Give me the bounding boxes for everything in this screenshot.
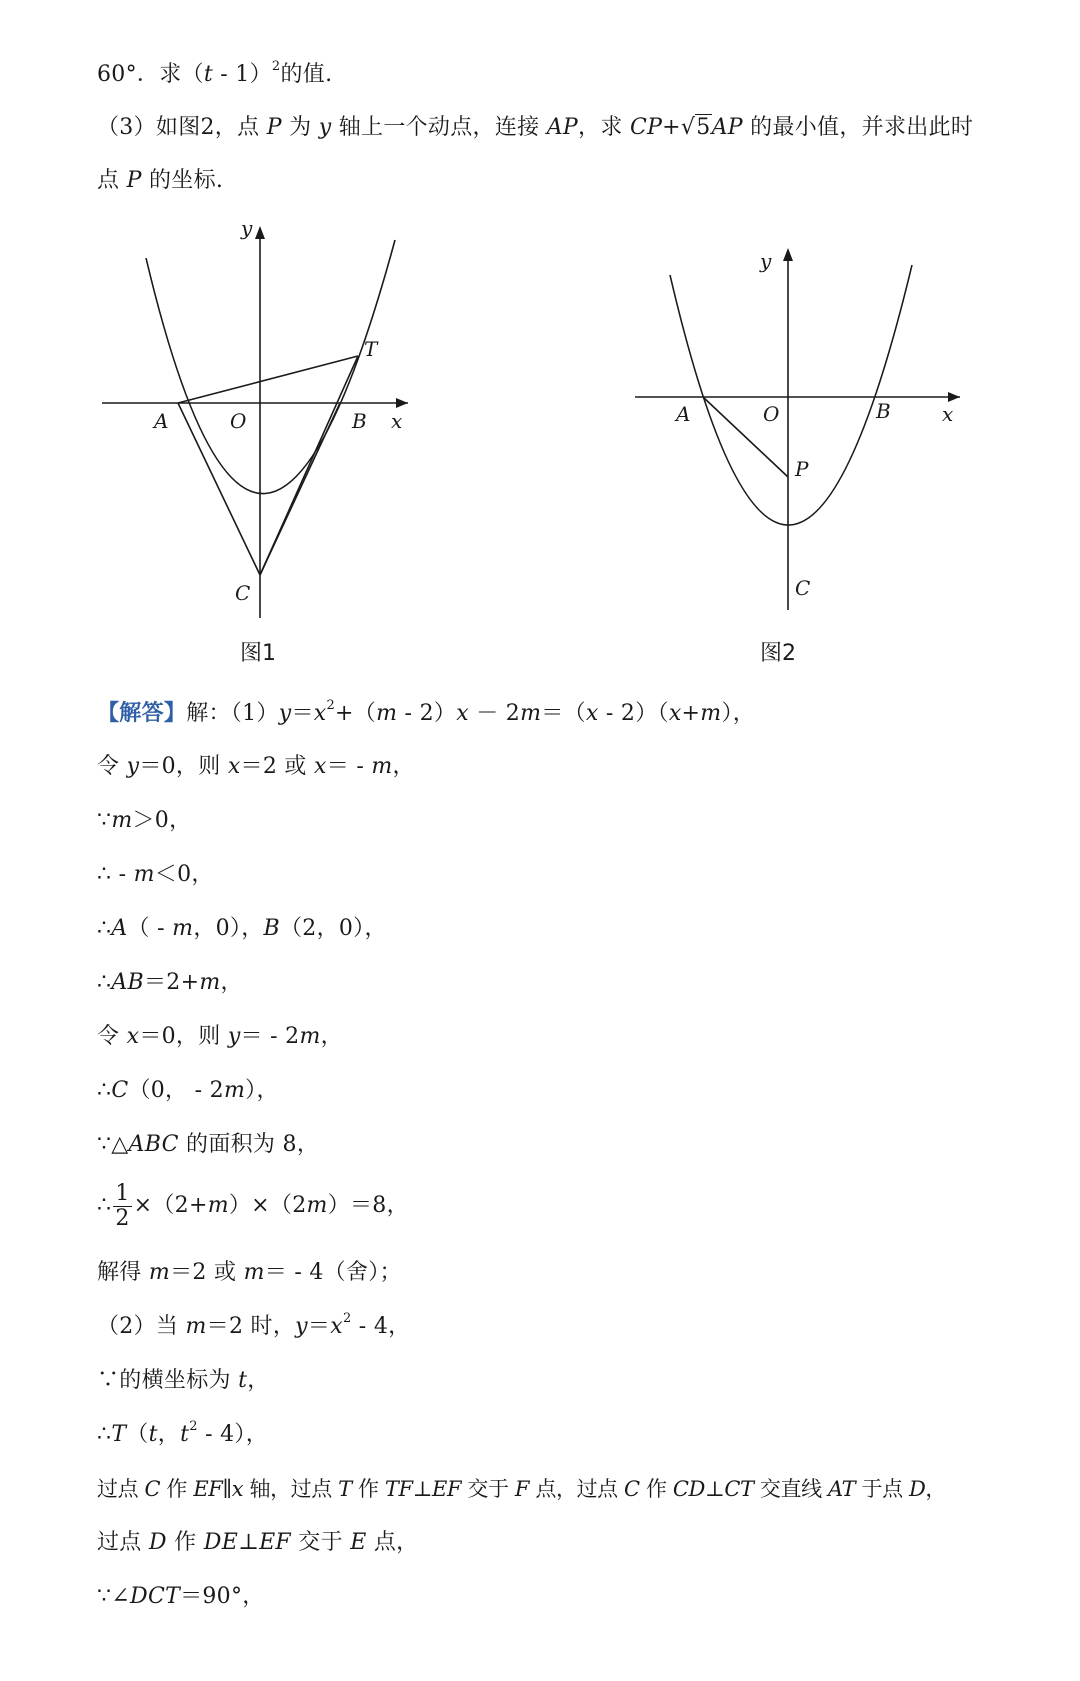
text-run: m bbox=[376, 701, 398, 726]
text-run: 2 bbox=[115, 1205, 130, 1231]
label-C: C bbox=[235, 581, 251, 605]
solution-line-14 bbox=[97, 1420, 268, 1450]
text-run: － 2 bbox=[468, 701, 521, 726]
solution-line-6 bbox=[97, 968, 243, 998]
text-run: +（ bbox=[335, 701, 377, 726]
text: 点 bbox=[97, 168, 127, 193]
text-run: 交于 bbox=[461, 1477, 515, 1501]
text-run: 作 bbox=[639, 1477, 673, 1501]
solution-line-10 bbox=[97, 1180, 409, 1232]
text-run: - 4）， bbox=[197, 1422, 269, 1447]
text: - 1） bbox=[212, 62, 272, 87]
text-run: C bbox=[144, 1477, 161, 1501]
solution-line-4 bbox=[97, 860, 214, 890]
text-run: （2）当 bbox=[97, 1314, 186, 1339]
text-run: m bbox=[185, 1314, 207, 1339]
label-B: B bbox=[352, 409, 367, 433]
text-run: 交直线 bbox=[753, 1477, 828, 1501]
text-run: m bbox=[223, 1078, 246, 1103]
label-C: C bbox=[795, 576, 811, 600]
fraction-half bbox=[113, 1182, 131, 1231]
label-T: T bbox=[364, 337, 378, 361]
text-run: m bbox=[306, 1193, 328, 1218]
var-CP: CP+ bbox=[629, 115, 681, 140]
text-run: ， bbox=[247, 1368, 270, 1393]
solution-line-2 bbox=[97, 752, 415, 782]
text-run: 作 bbox=[166, 1530, 204, 1555]
problem-line-1 bbox=[97, 60, 332, 90]
text-run: B bbox=[263, 916, 280, 941]
figure-1 bbox=[90, 218, 430, 638]
var-P: P bbox=[266, 115, 282, 140]
text: （3）如图2，点 bbox=[97, 115, 267, 140]
text-run: ∵ bbox=[97, 808, 112, 833]
text-run: m bbox=[133, 862, 155, 887]
text-run: 1 bbox=[115, 1180, 130, 1206]
text: 的坐标. bbox=[141, 168, 224, 193]
text-run: T bbox=[111, 1422, 127, 1447]
text-run: 2 bbox=[326, 697, 336, 713]
label-A: A bbox=[676, 402, 691, 426]
text-run: m bbox=[199, 970, 221, 995]
label-O: O bbox=[230, 409, 247, 433]
text-run: 作 bbox=[351, 1477, 385, 1501]
text: 的值. bbox=[280, 62, 333, 87]
text-run: EF bbox=[259, 1530, 291, 1555]
text-run: EF bbox=[432, 1477, 462, 1501]
label-y: y bbox=[760, 249, 772, 273]
text-run: m bbox=[207, 1193, 229, 1218]
label-y: y bbox=[241, 218, 253, 240]
text-run: ＝0，则 bbox=[139, 754, 228, 779]
text-run: ）， bbox=[721, 701, 756, 726]
text-run: x bbox=[330, 1314, 343, 1339]
label-B: B bbox=[876, 399, 891, 423]
solution-line-3 bbox=[97, 806, 191, 836]
label-A: A bbox=[154, 409, 169, 433]
text-run: （2，0）， bbox=[279, 916, 387, 941]
text-run: - 2）（ bbox=[598, 701, 669, 726]
text-run: ＝ - 4（舍）； bbox=[264, 1260, 402, 1285]
text-run: 解：（1） bbox=[186, 701, 279, 726]
text-run: x bbox=[585, 701, 599, 726]
radicand: 5 bbox=[696, 115, 711, 140]
text-run: ABC bbox=[128, 1132, 179, 1157]
label-P: P bbox=[795, 457, 809, 481]
text-run: ＝ bbox=[307, 1314, 331, 1339]
text-run: ， bbox=[157, 1422, 181, 1447]
solution-line-13 bbox=[97, 1366, 270, 1396]
text-run: 解得 bbox=[97, 1260, 149, 1285]
text-run: ∴ - bbox=[97, 862, 134, 887]
text-run: CD bbox=[672, 1477, 705, 1501]
text-run: 于点 bbox=[855, 1477, 909, 1501]
text-run: ， bbox=[220, 970, 243, 995]
text-run: t bbox=[238, 1368, 248, 1393]
text-run: ∴ bbox=[97, 916, 112, 941]
text-run: ＝ - bbox=[326, 754, 372, 779]
text-run: ， bbox=[392, 754, 415, 779]
text-run: ∴ bbox=[97, 1422, 112, 1447]
y-axis-arrow bbox=[255, 226, 265, 239]
segment-TC bbox=[260, 356, 358, 575]
text-run: m bbox=[243, 1260, 265, 1285]
problem-line-3 bbox=[97, 166, 223, 196]
text-run: （0， - 2 bbox=[128, 1078, 224, 1103]
segment-AT bbox=[178, 356, 358, 403]
text-run: t bbox=[180, 1422, 190, 1447]
var-AP: AP bbox=[546, 115, 579, 140]
text-run: x bbox=[231, 1477, 244, 1501]
text-run: AB bbox=[111, 970, 144, 995]
solution-line-15 bbox=[97, 1474, 946, 1504]
text-run: m bbox=[299, 1024, 321, 1049]
text-run: ， bbox=[320, 1024, 343, 1049]
text-run: ＝90°， bbox=[180, 1584, 265, 1609]
text: 的最小值，并求出此时 bbox=[742, 115, 974, 140]
text-run: ∴ bbox=[97, 1193, 112, 1218]
text-run: DCT bbox=[130, 1584, 181, 1609]
text-run: m bbox=[172, 916, 194, 941]
answer-tag: 【解答】 bbox=[97, 700, 187, 726]
text: 轴上一个动点，连接 bbox=[331, 115, 547, 140]
text-run: AT bbox=[827, 1477, 856, 1501]
text-run: ∵∠ bbox=[97, 1584, 131, 1609]
text-run: ∥ bbox=[222, 1477, 232, 1501]
text-run: C bbox=[624, 1477, 640, 1501]
caption-figure-2: 图2 bbox=[760, 641, 796, 666]
text-run: ⊥ bbox=[704, 1477, 725, 1501]
text-run: ）×（2 bbox=[228, 1193, 307, 1218]
text-run: ＝（ bbox=[541, 701, 586, 726]
text-run: ，0）， bbox=[193, 916, 264, 941]
y-axis-arrow bbox=[783, 248, 793, 261]
figure-2 bbox=[630, 240, 970, 630]
text: ．求（ bbox=[136, 62, 204, 87]
text-run: ∵的横坐标为 bbox=[97, 1368, 239, 1393]
text-run: 点，过点 bbox=[529, 1477, 625, 1501]
text-run: TF bbox=[384, 1477, 413, 1501]
text-run: y bbox=[278, 701, 292, 726]
text-run: 轴，过点 bbox=[243, 1477, 339, 1501]
label-O: O bbox=[763, 402, 780, 426]
text-run: ×（2+ bbox=[133, 1193, 208, 1218]
text-run: 令 bbox=[97, 754, 127, 779]
solution-line-9 bbox=[97, 1130, 319, 1160]
text-run: E bbox=[350, 1530, 367, 1555]
solution-line-16 bbox=[97, 1528, 418, 1558]
text-run: 2 bbox=[342, 1310, 352, 1326]
text-run: ＜0， bbox=[154, 862, 214, 887]
text-run: 作 bbox=[160, 1477, 194, 1501]
text-run: y bbox=[227, 1024, 241, 1049]
text-run: + bbox=[681, 701, 701, 726]
text-run: x bbox=[126, 1024, 140, 1049]
text-run: ， bbox=[925, 1477, 947, 1501]
text: 为 bbox=[281, 115, 319, 140]
var-y: y bbox=[318, 115, 332, 140]
text-run: m bbox=[111, 808, 133, 833]
text-run: ⊥ bbox=[238, 1530, 260, 1555]
text-run: ＝ bbox=[291, 701, 314, 726]
text-run: x bbox=[227, 754, 241, 779]
text-run: - 4， bbox=[351, 1314, 411, 1339]
text-run: t bbox=[148, 1422, 158, 1447]
text-run: m bbox=[371, 754, 393, 779]
solution-line-12 bbox=[97, 1312, 410, 1342]
text-run: y bbox=[126, 754, 140, 779]
text-run: ＝2 时， bbox=[206, 1314, 296, 1339]
text-run: ∴ bbox=[97, 970, 112, 995]
solution-line-17 bbox=[97, 1582, 265, 1612]
text-run: ＞0， bbox=[132, 808, 192, 833]
exponent: 2 bbox=[271, 58, 281, 74]
text-run: 过点 bbox=[97, 1530, 149, 1555]
text-run: DE bbox=[203, 1530, 239, 1555]
caption-figure-1: 图1 bbox=[240, 641, 276, 666]
problem-line-2 bbox=[97, 113, 973, 143]
text-run: ＝0，则 bbox=[139, 1024, 228, 1049]
text-run: 令 bbox=[97, 1024, 127, 1049]
text-run: ＝ - 2 bbox=[240, 1024, 300, 1049]
text-run: CT bbox=[724, 1477, 754, 1501]
label-x: x bbox=[942, 402, 954, 426]
label-x: x bbox=[391, 409, 403, 433]
text-run: ＝2 或 bbox=[240, 754, 315, 779]
text-run: D bbox=[908, 1477, 926, 1501]
text-run: ）＝8， bbox=[327, 1193, 409, 1218]
text-run: D bbox=[148, 1530, 167, 1555]
text-run: ＝2 或 bbox=[170, 1260, 244, 1285]
parabola bbox=[146, 240, 395, 494]
text-run: ）， bbox=[245, 1078, 279, 1103]
text-run: m bbox=[148, 1260, 171, 1285]
sqrt-symbol: √5 bbox=[680, 115, 711, 140]
x-axis-arrow bbox=[396, 398, 408, 408]
text-run: m bbox=[700, 701, 722, 726]
text-run: C bbox=[111, 1078, 129, 1103]
text-run: x bbox=[456, 701, 469, 726]
text-run: m bbox=[520, 701, 542, 726]
text-run: ＝2+ bbox=[143, 970, 200, 995]
var-AP: AP bbox=[711, 115, 743, 140]
solution-line-8 bbox=[97, 1076, 279, 1106]
text-run: （ - bbox=[127, 916, 173, 941]
text-run: - 2） bbox=[397, 701, 457, 726]
text-run: F bbox=[514, 1477, 530, 1501]
solution-line-7 bbox=[97, 1022, 343, 1052]
text-run: 交于 bbox=[291, 1530, 351, 1555]
var-P: P bbox=[126, 168, 142, 193]
text-run: ⊥ bbox=[412, 1477, 433, 1501]
var-t: t bbox=[203, 62, 213, 87]
text-run: （ bbox=[126, 1422, 149, 1447]
text-run: y bbox=[295, 1314, 308, 1339]
text-run: 2 bbox=[189, 1418, 198, 1434]
text-run: x bbox=[314, 754, 327, 779]
text-run: ∵△ bbox=[97, 1132, 129, 1157]
text: 60° bbox=[97, 62, 137, 87]
solution-line-5 bbox=[97, 914, 387, 944]
parabola bbox=[670, 265, 912, 525]
text-run: 过点 bbox=[97, 1477, 145, 1501]
solution-line-1 bbox=[97, 698, 755, 729]
text-run: 点， bbox=[366, 1530, 419, 1555]
text-run: ∴ bbox=[97, 1078, 112, 1103]
x-axis-arrow bbox=[948, 392, 960, 402]
text-run: T bbox=[338, 1477, 352, 1501]
text: ，求 bbox=[578, 115, 630, 140]
text-run: x bbox=[668, 701, 682, 726]
text-run: 的面积为 8， bbox=[178, 1132, 320, 1157]
text-run: x bbox=[313, 701, 327, 726]
solution-line-11 bbox=[97, 1258, 402, 1288]
text-run: EF bbox=[193, 1477, 223, 1501]
text-run: A bbox=[111, 916, 128, 941]
